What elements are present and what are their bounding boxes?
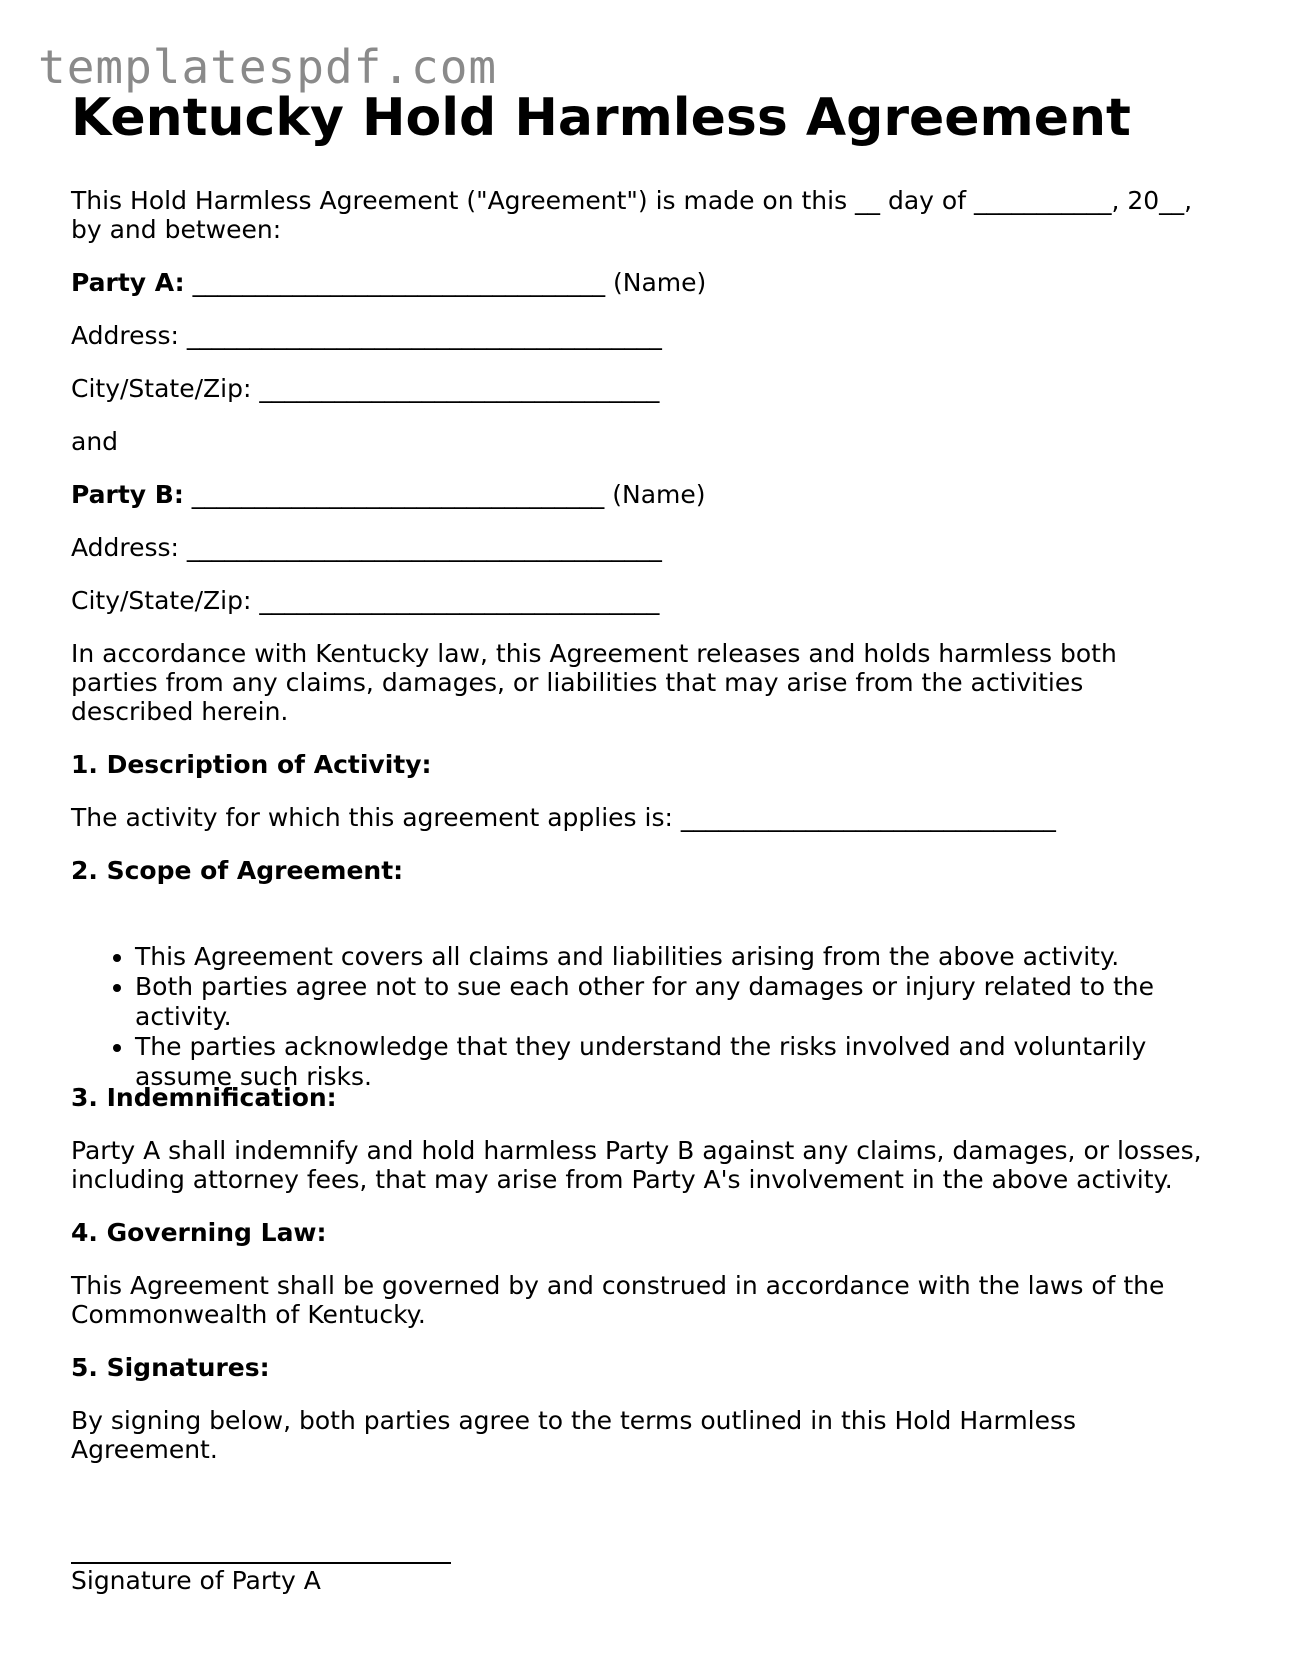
party-a-label: Party A: [71,268,185,297]
release-line-2: parties from any claims, damages, or liabilities that may arise from the activities [71,668,1084,697]
scope-item-1-line-1: This Agreement covers all claims and liabilities arising from the above activity. [135,942,1120,971]
intro-line-2: by and between: [71,215,282,244]
watermark: templatespdf.com [38,40,498,94]
party-b-name-field: _________________________________ (Name) [183,480,706,509]
release-line-1: In accordance with Kentucky law, this Agreement releases and holds harmless both [71,639,1117,668]
scope-item-3-line-2: assume such risks. [135,1062,372,1091]
list-item [135,942,1154,972]
section-2-heading: 2. Scope of Agreement: [71,856,404,885]
scope-item-3-line-1: The parties acknowledge that they understand the risks involved and voluntarily [135,1032,1147,1061]
scope-item-2-line-2: activity. [135,1002,232,1031]
list-item [135,972,1154,1032]
section-5-heading: 5. Signatures: [71,1353,270,1382]
section-1-heading: 1. Description of Activity: [71,750,432,779]
section-4-heading: 4. Governing Law: [71,1218,327,1247]
intro-line-1: This Hold Harmless Agreement ("Agreement") is made on this __ day of ___________, 20__, [71,186,1193,215]
section-1-text: The activity for which this agreement applies is: ______________________________ [71,803,1056,832]
scope-list [71,942,1154,1092]
section-5-line-2: Agreement. [71,1435,218,1464]
party-a-address: Address: ______________________________________ [71,321,662,350]
section-4-line-1: This Agreement shall be governed by and construed in accordance with the laws of the [71,1271,1165,1300]
section-5-line-1: By signing below, both parties agree to the terms outlined in this Hold Harmless [71,1406,1077,1435]
party-a-name-field: _________________________________ (Name) [184,268,707,297]
scope-item-2-line-1: Both parties agree not to sue each other for any damages or injury related to the [135,972,1155,1001]
party-b-city: City/State/Zip: ________________________________ [71,586,660,615]
section-4-line-2: Commonwealth of Kentucky. [71,1300,426,1329]
party-b-label: Party B: [71,480,184,509]
party-a-name [71,268,706,298]
section-3-heading: 3. Indemnification: [71,1083,337,1112]
release-line-3: described herein. [71,697,289,726]
party-a-city: City/State/Zip: ________________________________ [71,374,660,403]
section-3-line-2: including attorney fees, that may arise from Party A's involvement in the above activity. [71,1165,1173,1194]
page-title: Kentucky Hold Harmless Agreement [71,88,1131,148]
signature-label: Signature of Party A [71,1566,321,1595]
party-b-address: Address: ______________________________________ [71,533,662,562]
and-text: and [71,427,119,456]
party-b-name [71,480,706,510]
signature-line[interactable] [71,1562,451,1564]
section-3-line-1: Party A shall indemnify and hold harmless Party B against any claims, damages, or losses, [71,1136,1202,1165]
